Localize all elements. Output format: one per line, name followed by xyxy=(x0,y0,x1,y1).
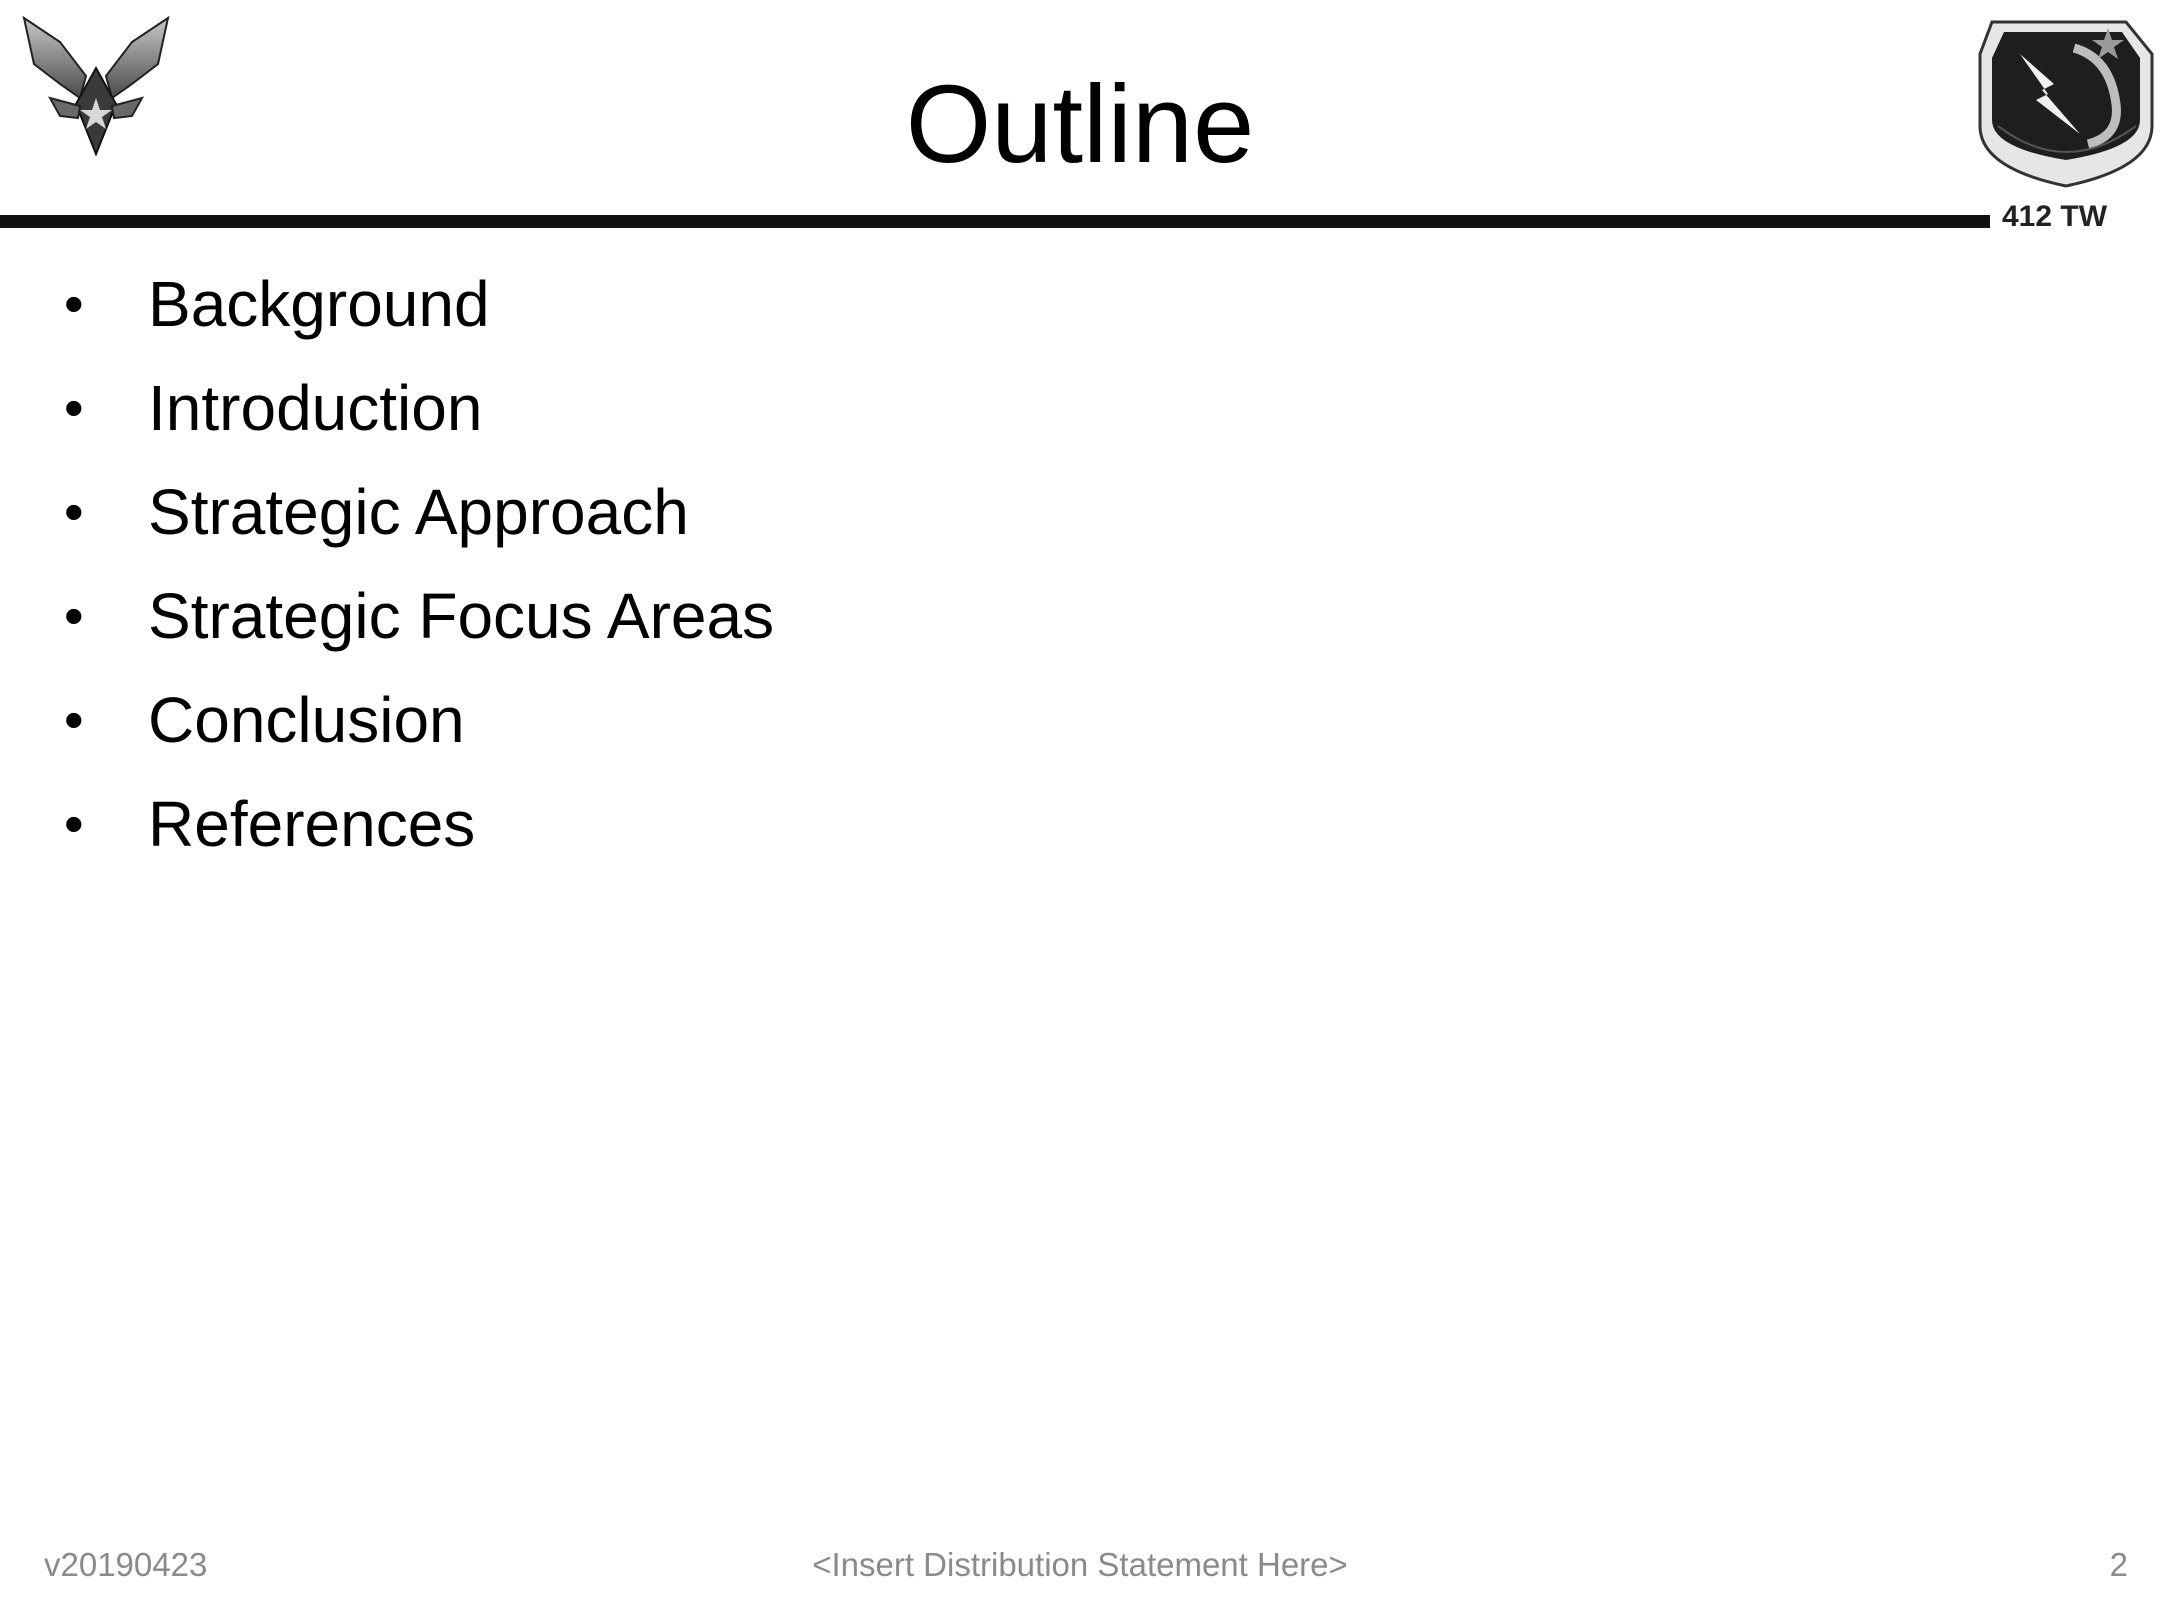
bullet-icon: • xyxy=(64,792,84,855)
footer-distribution-statement: <Insert Distribution Statement Here> xyxy=(812,1546,1348,1583)
slide-title: Outline xyxy=(905,63,1255,186)
wing-label: 412 TW xyxy=(2002,200,2108,233)
list-item-text: Strategic Approach xyxy=(148,476,689,548)
list-item-text: References xyxy=(148,788,476,860)
bullet-icon: • xyxy=(64,584,84,647)
footer-version: v20190423 xyxy=(44,1546,208,1583)
bullet-icon: • xyxy=(64,480,84,543)
list-item-text: Background xyxy=(148,268,490,340)
list-item-text: Conclusion xyxy=(148,684,465,756)
header-rule xyxy=(0,215,1990,228)
bullet-icon: • xyxy=(64,688,84,751)
bullet-icon: • xyxy=(64,376,84,439)
list-item-text: Introduction xyxy=(148,372,483,444)
bullet-icon: • xyxy=(64,272,84,335)
footer-page-number: 2 xyxy=(2109,1546,2128,1583)
list-item-text: Strategic Focus Areas xyxy=(148,580,775,652)
